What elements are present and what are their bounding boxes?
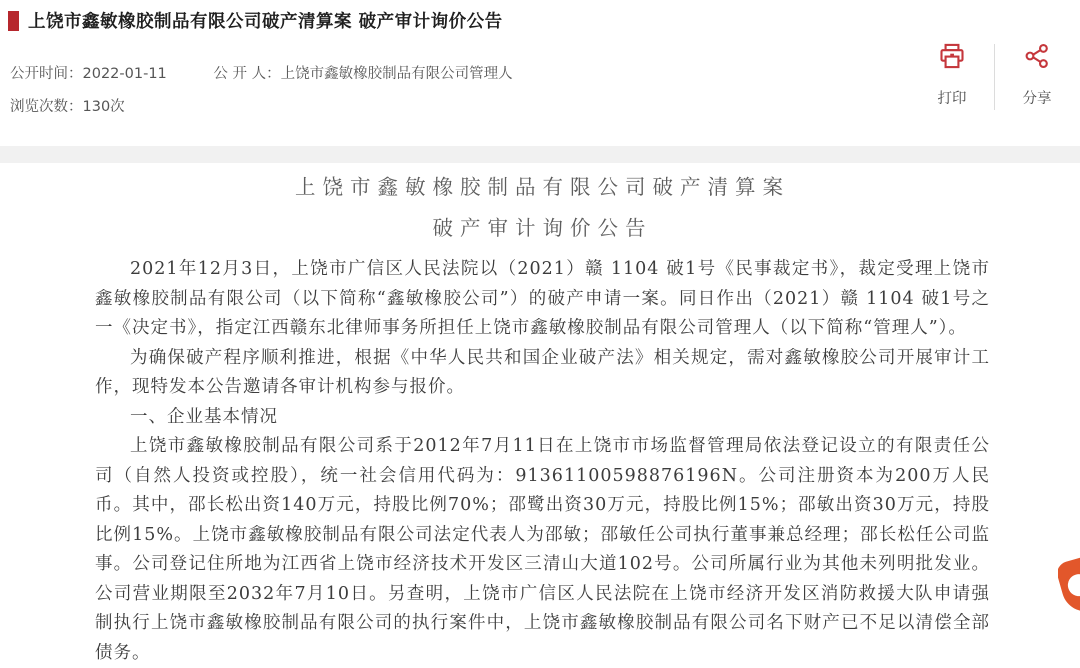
- section-divider: [0, 146, 1080, 163]
- page-header: [0, 0, 1080, 146]
- page-title: 上饶市鑫敏橡胶制品有限公司破产清算案 破产审计询价公告: [28, 12, 503, 32]
- share-label: 分享: [1022, 91, 1052, 107]
- title-bullet-icon: [8, 11, 19, 31]
- document-title-line2: 破产审计询价公告: [432, 216, 653, 240]
- floating-widget-icon: [1058, 556, 1080, 617]
- header-actions: [910, 42, 1080, 110]
- meta-row-1: [10, 62, 513, 83]
- document-body: [95, 255, 990, 668]
- view-count-value: 130次: [82, 99, 125, 115]
- publisher-value: 上饶市鑫敏橡胶制品有限公司管理人: [280, 66, 513, 82]
- publish-time: [10, 62, 167, 83]
- document-paragraph-1: 2021年12月3日，上饶市广信区人民法院以（2021）赣 1104 破1号《民事裁定书》，裁定受理上饶市鑫敏橡胶制品有限公司（以下简称“鑫敏橡胶公司”）的破产申请一案。同日作出（2021）赣 1104 破1号之一《决定书》，指定江西赣东北律师事务所担任上饶市鑫敏橡胶制品有限公司管理人（以下简称“管理人”）。: [95, 259, 990, 338]
- document-section-heading: 一、企业基本情况: [130, 406, 278, 427]
- announcement-document: [95, 170, 990, 668]
- publish-time-label: 公开时间：: [10, 66, 83, 82]
- print-label: 打印: [937, 91, 967, 107]
- announcement-title-row: [8, 8, 503, 33]
- publisher-label: 公 开 人：: [213, 66, 281, 82]
- publish-time-value: 2022-01-11: [82, 66, 167, 82]
- share-icon: [1023, 42, 1051, 74]
- document-title-line1: 上饶市鑫敏橡胶制品有限公司破产清算案: [295, 175, 790, 199]
- printer-icon: [938, 42, 966, 74]
- meta-row-2: [10, 95, 125, 116]
- document-paragraph-3: 上饶市鑫敏橡胶制品有限公司系于2012年7月11日在上饶市市场监督管理局依法登记设立的有限责任公司（自然人投资或控股），统一社会信用代码为：91361100598876196N。公司注册资本为200万人民币。其中，邵长松出资140万元，持股比例70%；邵鹭出资30万元，持股比例15%；邵敏出资30万元，持股比例15%。上饶市鑫敏橡胶制品有限公司法定代表人为邵敏；邵敏任公司执行董事兼总经理；邵长松任公司监事。公司登记住所地为江西省上饶市经济技术开发区三清山大道102号。公司所属行业为其他未列明批发业。公司营业期限至2032年7月10日。另查明，上饶市广信区人民法院在上饶市经济开发区消防救援大队申请强制执行上饶市鑫敏橡胶制品有限公司的执行案件中，上饶市鑫敏橡胶制品有限公司名下财产已不足以清偿全部债务。: [95, 436, 990, 663]
- document-paragraph-2: 为确保破产程序顺利推进，根据《中华人民共和国企业破产法》相关规定，需对鑫敏橡胶公司开展审计工作，现特发本公告邀请各审计机构参与报价。: [95, 347, 990, 397]
- print-button[interactable]: [910, 42, 994, 108]
- publisher: [213, 62, 512, 83]
- view-count: [10, 95, 125, 116]
- floating-widget[interactable]: [1058, 556, 1080, 618]
- view-count-label: 浏览次数：: [10, 99, 83, 115]
- share-button[interactable]: [995, 42, 1079, 108]
